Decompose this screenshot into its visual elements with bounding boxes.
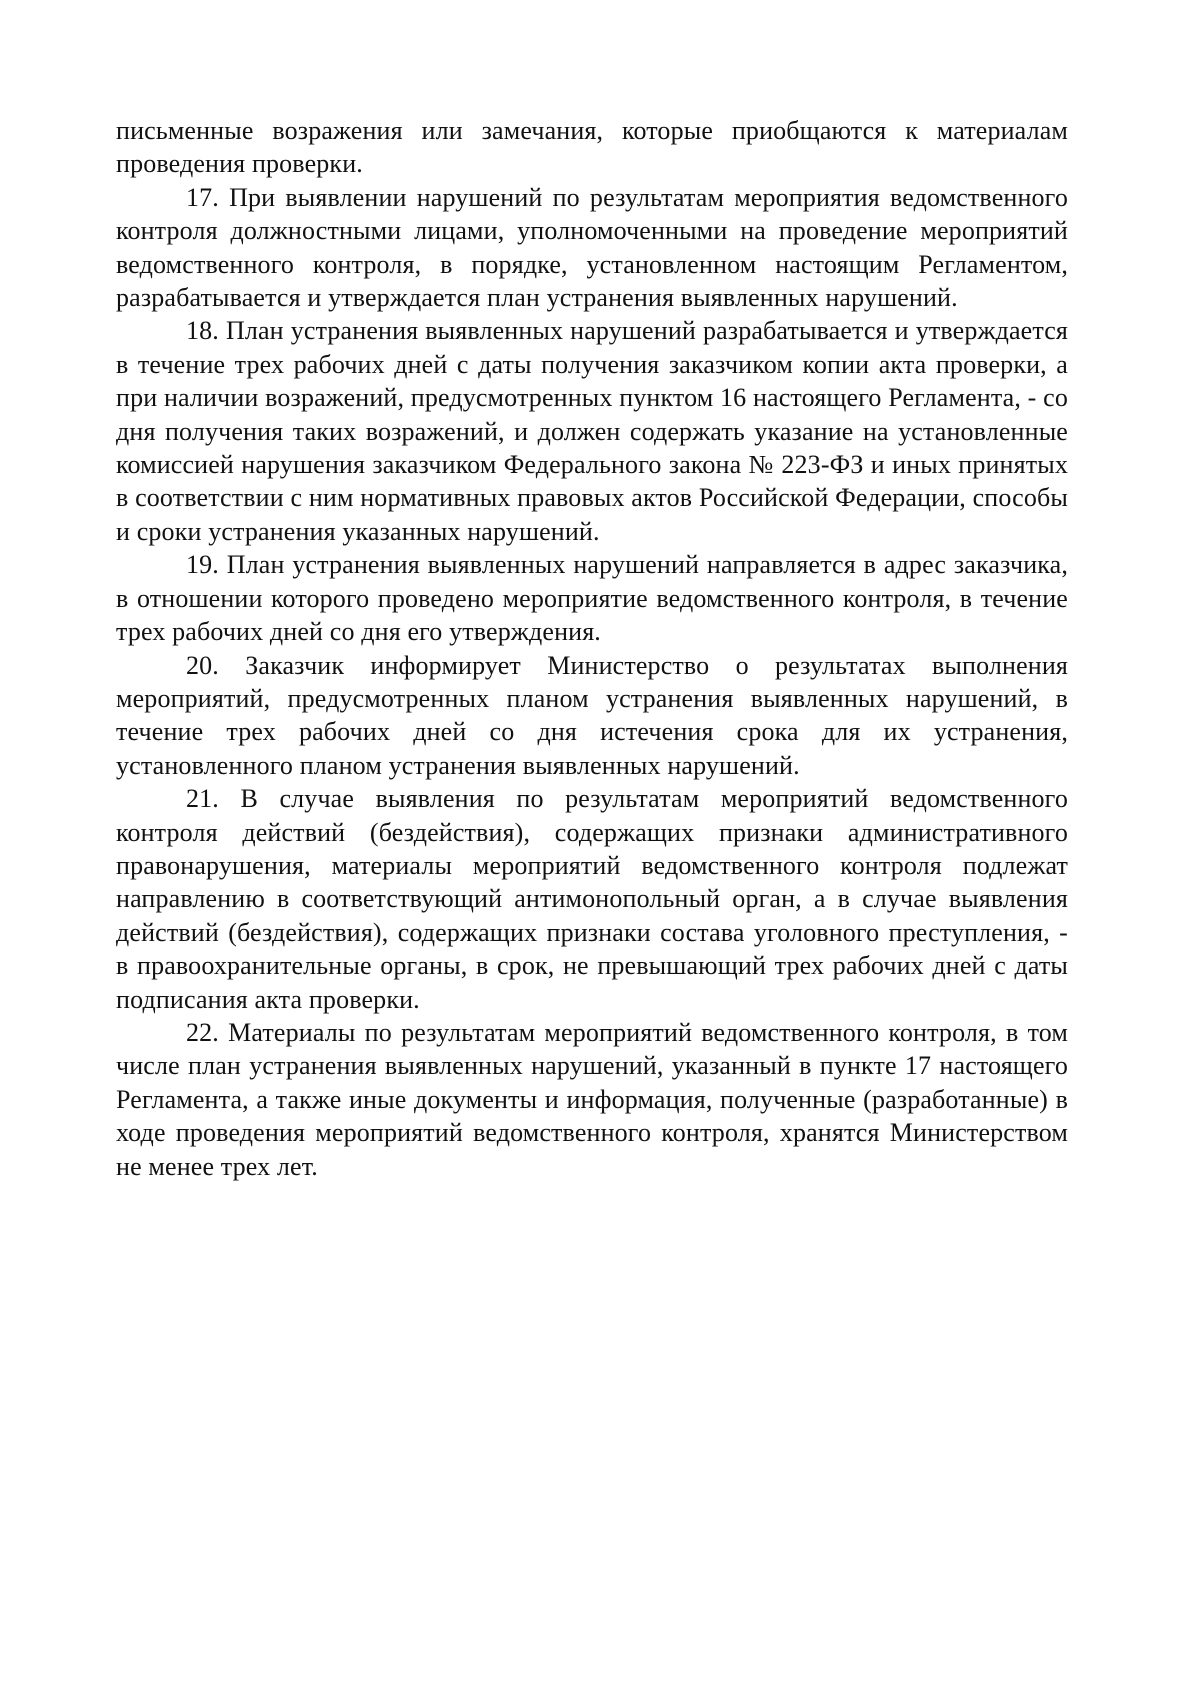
- paragraph-item-21: 21. В случае выявления по результатам мероприятий ведомственного контроля действий (бездействия), содержащих признаки административного правонарушения, материалы мероприятий ведомственного контроля подлежат направлению в соответствующий антимонопольный орган, а в случае выявления действий (бездействия), содержащих признаки состава уголовного преступления, - в правоохранительные органы, в срок, не превышающий трех рабочих дней с даты подписания акта проверки.: [116, 784, 1068, 1014]
- document-body: [116, 114, 1068, 1183]
- paragraph-item-18: 18. План устранения выявленных нарушений разрабатывается и утверждается в течение трех рабочих дней с даты получения заказчиком копии акта проверки, а при наличии возражений, предусмотренных пунктом 16 настоящего Регламента, - со дня получения таких возражений, и должен содержать указание на установленные комиссией нарушения заказчиком Федерального закона № 223-ФЗ и иных принятых в соответствии с ним нормативных правовых актов Российской Федерации, способы и сроки устранения указанных нарушений.: [116, 316, 1068, 546]
- paragraph-continuation: письменные возражения или замечания, которые приобщаются к материалам проведения проверки.: [116, 116, 1068, 179]
- paragraph-item-17: 17. При выявлении нарушений по результатам мероприятия ведомственного контроля должностными лицами, уполномоченными на проведение мероприятий ведомственного контроля, в порядке, установленном настоящим Регламентом, разрабатывается и утверждается план устранения выявленных нарушений.: [116, 182, 1068, 313]
- paragraph-item-22: 22. Материалы по результатам мероприятий ведомственного контроля, в том числе план устранения выявленных нарушений, указанный в пункте 17 настоящего Регламента, а также иные документы и информация, полученные (разработанные) в ходе проведения мероприятий ведомственного контроля, хранятся Министерством не менее трех лет.: [116, 1017, 1068, 1181]
- paragraph-item-19: 19. План устранения выявленных нарушений направляется в адрес заказчика, в отношении которого проведено мероприятие ведомственного контроля, в течение трех рабочих дней со дня его утверждения.: [116, 550, 1068, 647]
- paragraph-item-20: 20. Заказчик информирует Министерство о результатах выполнения мероприятий, предусмотренных планом устранения выявленных нарушений, в течение трех рабочих дней со дня истечения срока для их устранения, установленного планом устранения выявленных нарушений.: [116, 650, 1068, 780]
